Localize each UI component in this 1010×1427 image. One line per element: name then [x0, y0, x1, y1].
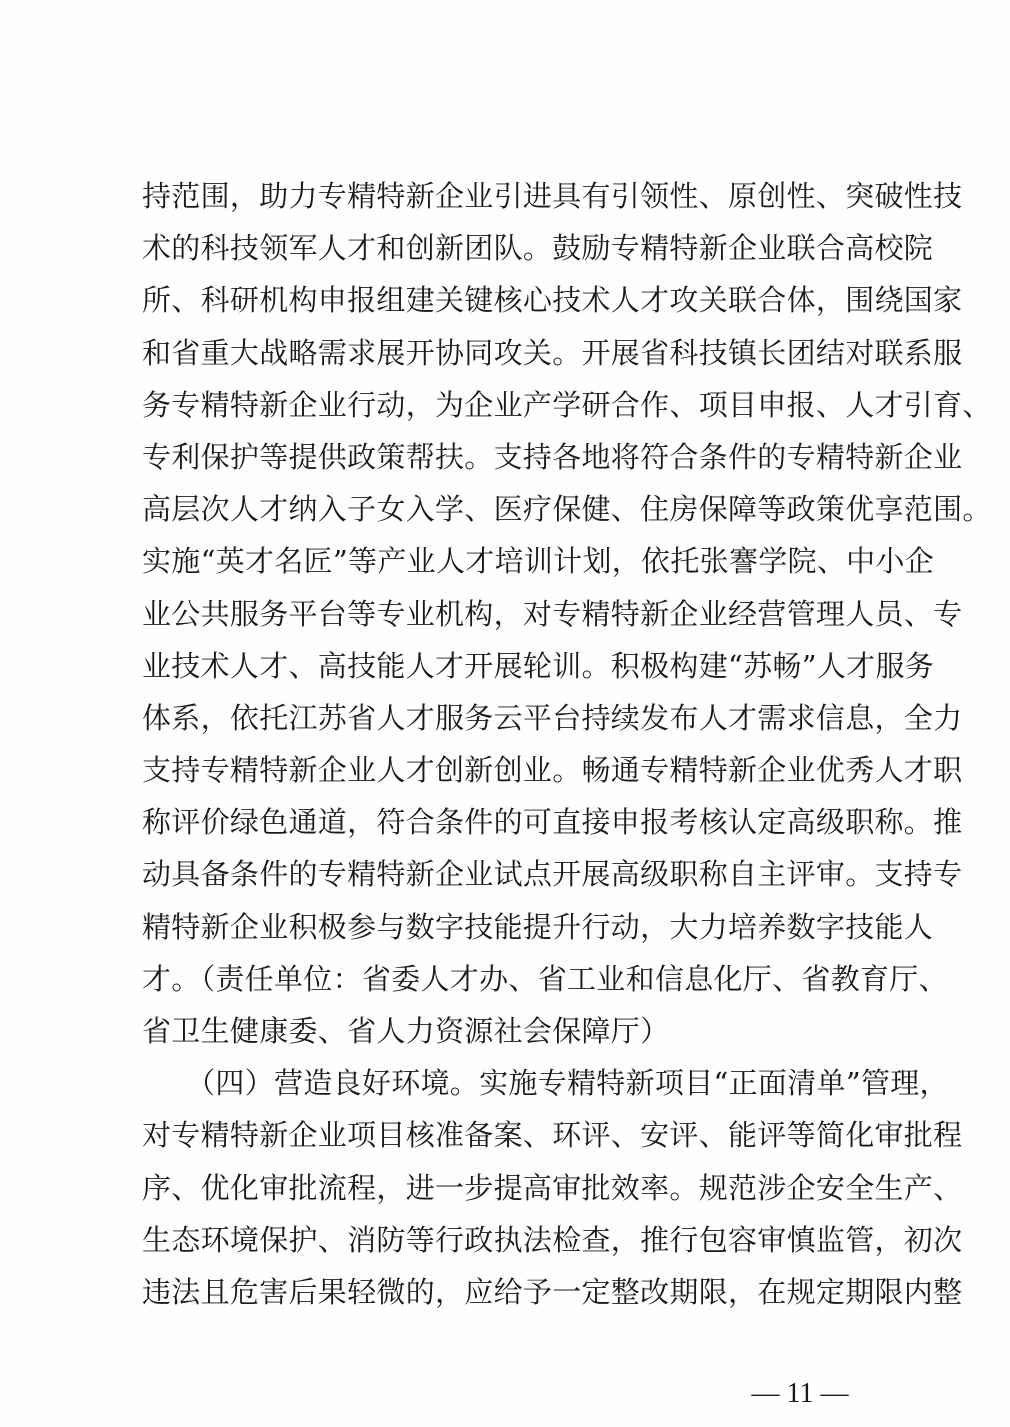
text-line: 务专精特新企业行动，为企业产学研合作、项目申报、人才引育、	[142, 387, 992, 422]
text-line: 精特新企业积极参与数字技能提升行动，大力培养数字技能人	[142, 909, 934, 944]
section-heading-line: （四）营造良好环境。实施专精特新项目“正面清单”管理，	[142, 1066, 949, 1101]
text-line: 专利保护等提供政策帮扶。支持各地将符合条件的专精特新企业	[142, 439, 963, 474]
text-line: 持范围，助力专精特新企业引进具有引领性、原创性、突破性技	[142, 179, 963, 213]
text-line: 对专精特新企业项目核准备案、环评、安评、能评等简化审批程	[142, 1118, 963, 1153]
text-line: 业公共服务平台等专业机构，对专精特新企业经营管理人员、专	[142, 596, 963, 631]
text-line: 生态环境保护、消防等行政执法检查，推行包容审慎监管，初次	[142, 1222, 963, 1257]
text-line: 才。（责任单位：省委人才办、省工业和信息化厅、省教育厅、	[142, 961, 948, 996]
text-line: 体系，依托江苏省人才服务云平台持续发布人才需求信息，全力	[142, 700, 963, 735]
text-line: 术的科技领军人才和创新团队。鼓励专精特新企业联合高校院	[142, 231, 934, 266]
text-line: 实施“英才名匠”等产业人才培训计划，依托张謇学院、中小企	[142, 544, 935, 579]
page-number: — 11 —	[751, 1378, 849, 1409]
text-line: 高层次人才纳入子女入学、医疗保健、住房保障等政策优享范围。	[142, 492, 992, 527]
text-line: 动具备条件的专精特新企业试点开展高级职称自主评审。支持专	[142, 857, 963, 892]
text-line: 称评价绿色通道，符合条件的可直接申报考核认定高级职称。推	[142, 805, 963, 840]
text-line: 序、优化审批流程，进一步提高审批效率。规范涉企安全生产、	[142, 1170, 963, 1205]
text-line: 省卫生健康委、省人力资源社会保障厅）	[142, 1014, 670, 1048]
text-line: 支持专精特新企业人才创新创业。畅通专精特新企业优秀人才职	[142, 753, 963, 788]
body-text	[142, 170, 992, 1318]
text-line: 所、科研机构申报组建关键核心技术人才攻关联合体，围绕国家	[142, 283, 963, 318]
text-line: 违法且危害后果轻微的，应给予一定整改期限，在规定期限内整	[142, 1274, 963, 1309]
text-line: 和省重大战略需求展开协同攻关。开展省科技镇长团结对联系服	[142, 335, 963, 370]
text-line: 业技术人才、高技能人才开展轮训。积极构建“苏畅”人才服务	[142, 648, 935, 683]
